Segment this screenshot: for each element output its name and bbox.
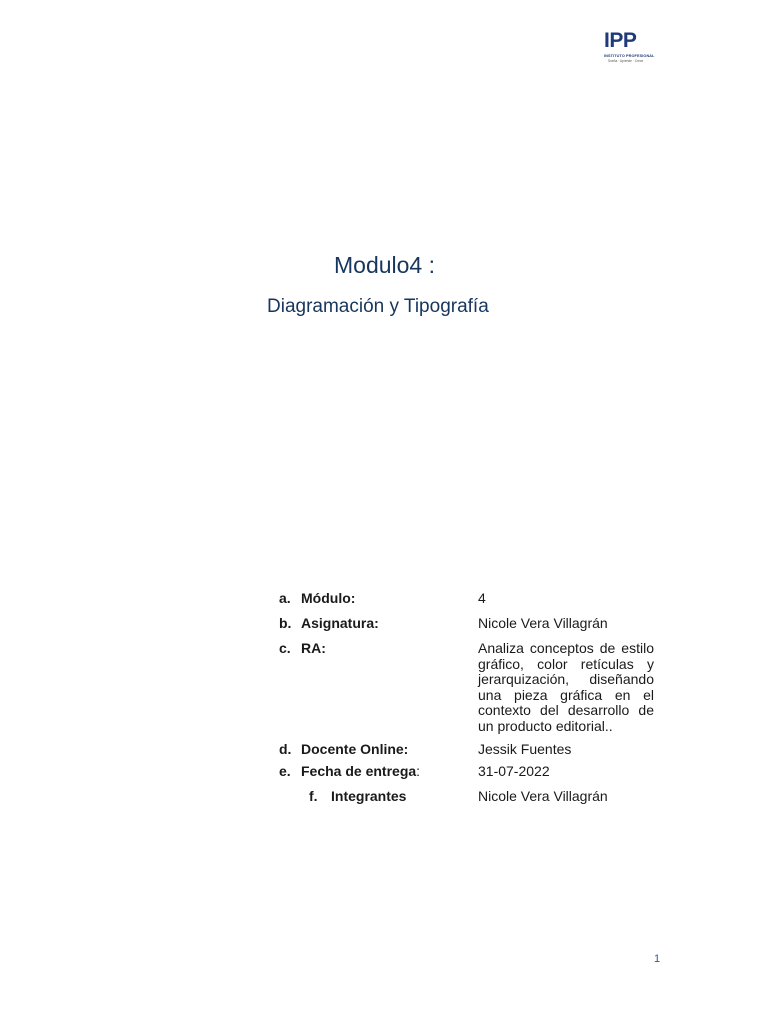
info-value: 4	[478, 590, 486, 606]
list-marker: c.	[279, 640, 291, 656]
info-label: RA:	[301, 640, 326, 656]
logo-tagline: Sueña · Aprende · Crece	[608, 59, 644, 63]
list-marker: e.	[279, 763, 291, 779]
info-value: 31-07-2022	[478, 763, 550, 779]
info-value: Nicole Vera Villagrán	[478, 788, 608, 804]
list-marker: f.	[309, 788, 318, 804]
info-value: Jessik Fuentes	[478, 741, 572, 757]
info-value-ra: Analiza conceptos de estilo gráfico, color retículas y jerarquización, diseñando una pieza gráfica en el contexto del desarrollo de un producto editorial..	[478, 640, 654, 734]
ipp-logo	[604, 29, 655, 70]
list-marker: a.	[279, 590, 291, 606]
list-marker: d.	[279, 741, 292, 757]
info-label: Integrantes	[331, 788, 407, 804]
logo-institution: INSTITUTO PROFESIONAL	[604, 54, 655, 58]
logo-text: IPP	[604, 29, 637, 52]
page-subtitle: Diagramación y Tipografía	[267, 296, 489, 317]
list-marker: b.	[279, 615, 292, 631]
info-label: Asignatura:	[301, 615, 379, 631]
info-label: Docente Online:	[301, 741, 409, 757]
info-label: Módulo:	[301, 590, 356, 606]
page-title: Modulo4 :	[334, 252, 436, 278]
page-number: 1	[654, 953, 661, 965]
info-label: Fecha de entrega	[301, 763, 417, 779]
info-label-suffix: :	[416, 763, 421, 779]
info-value: Nicole Vera Villagrán	[478, 615, 608, 631]
